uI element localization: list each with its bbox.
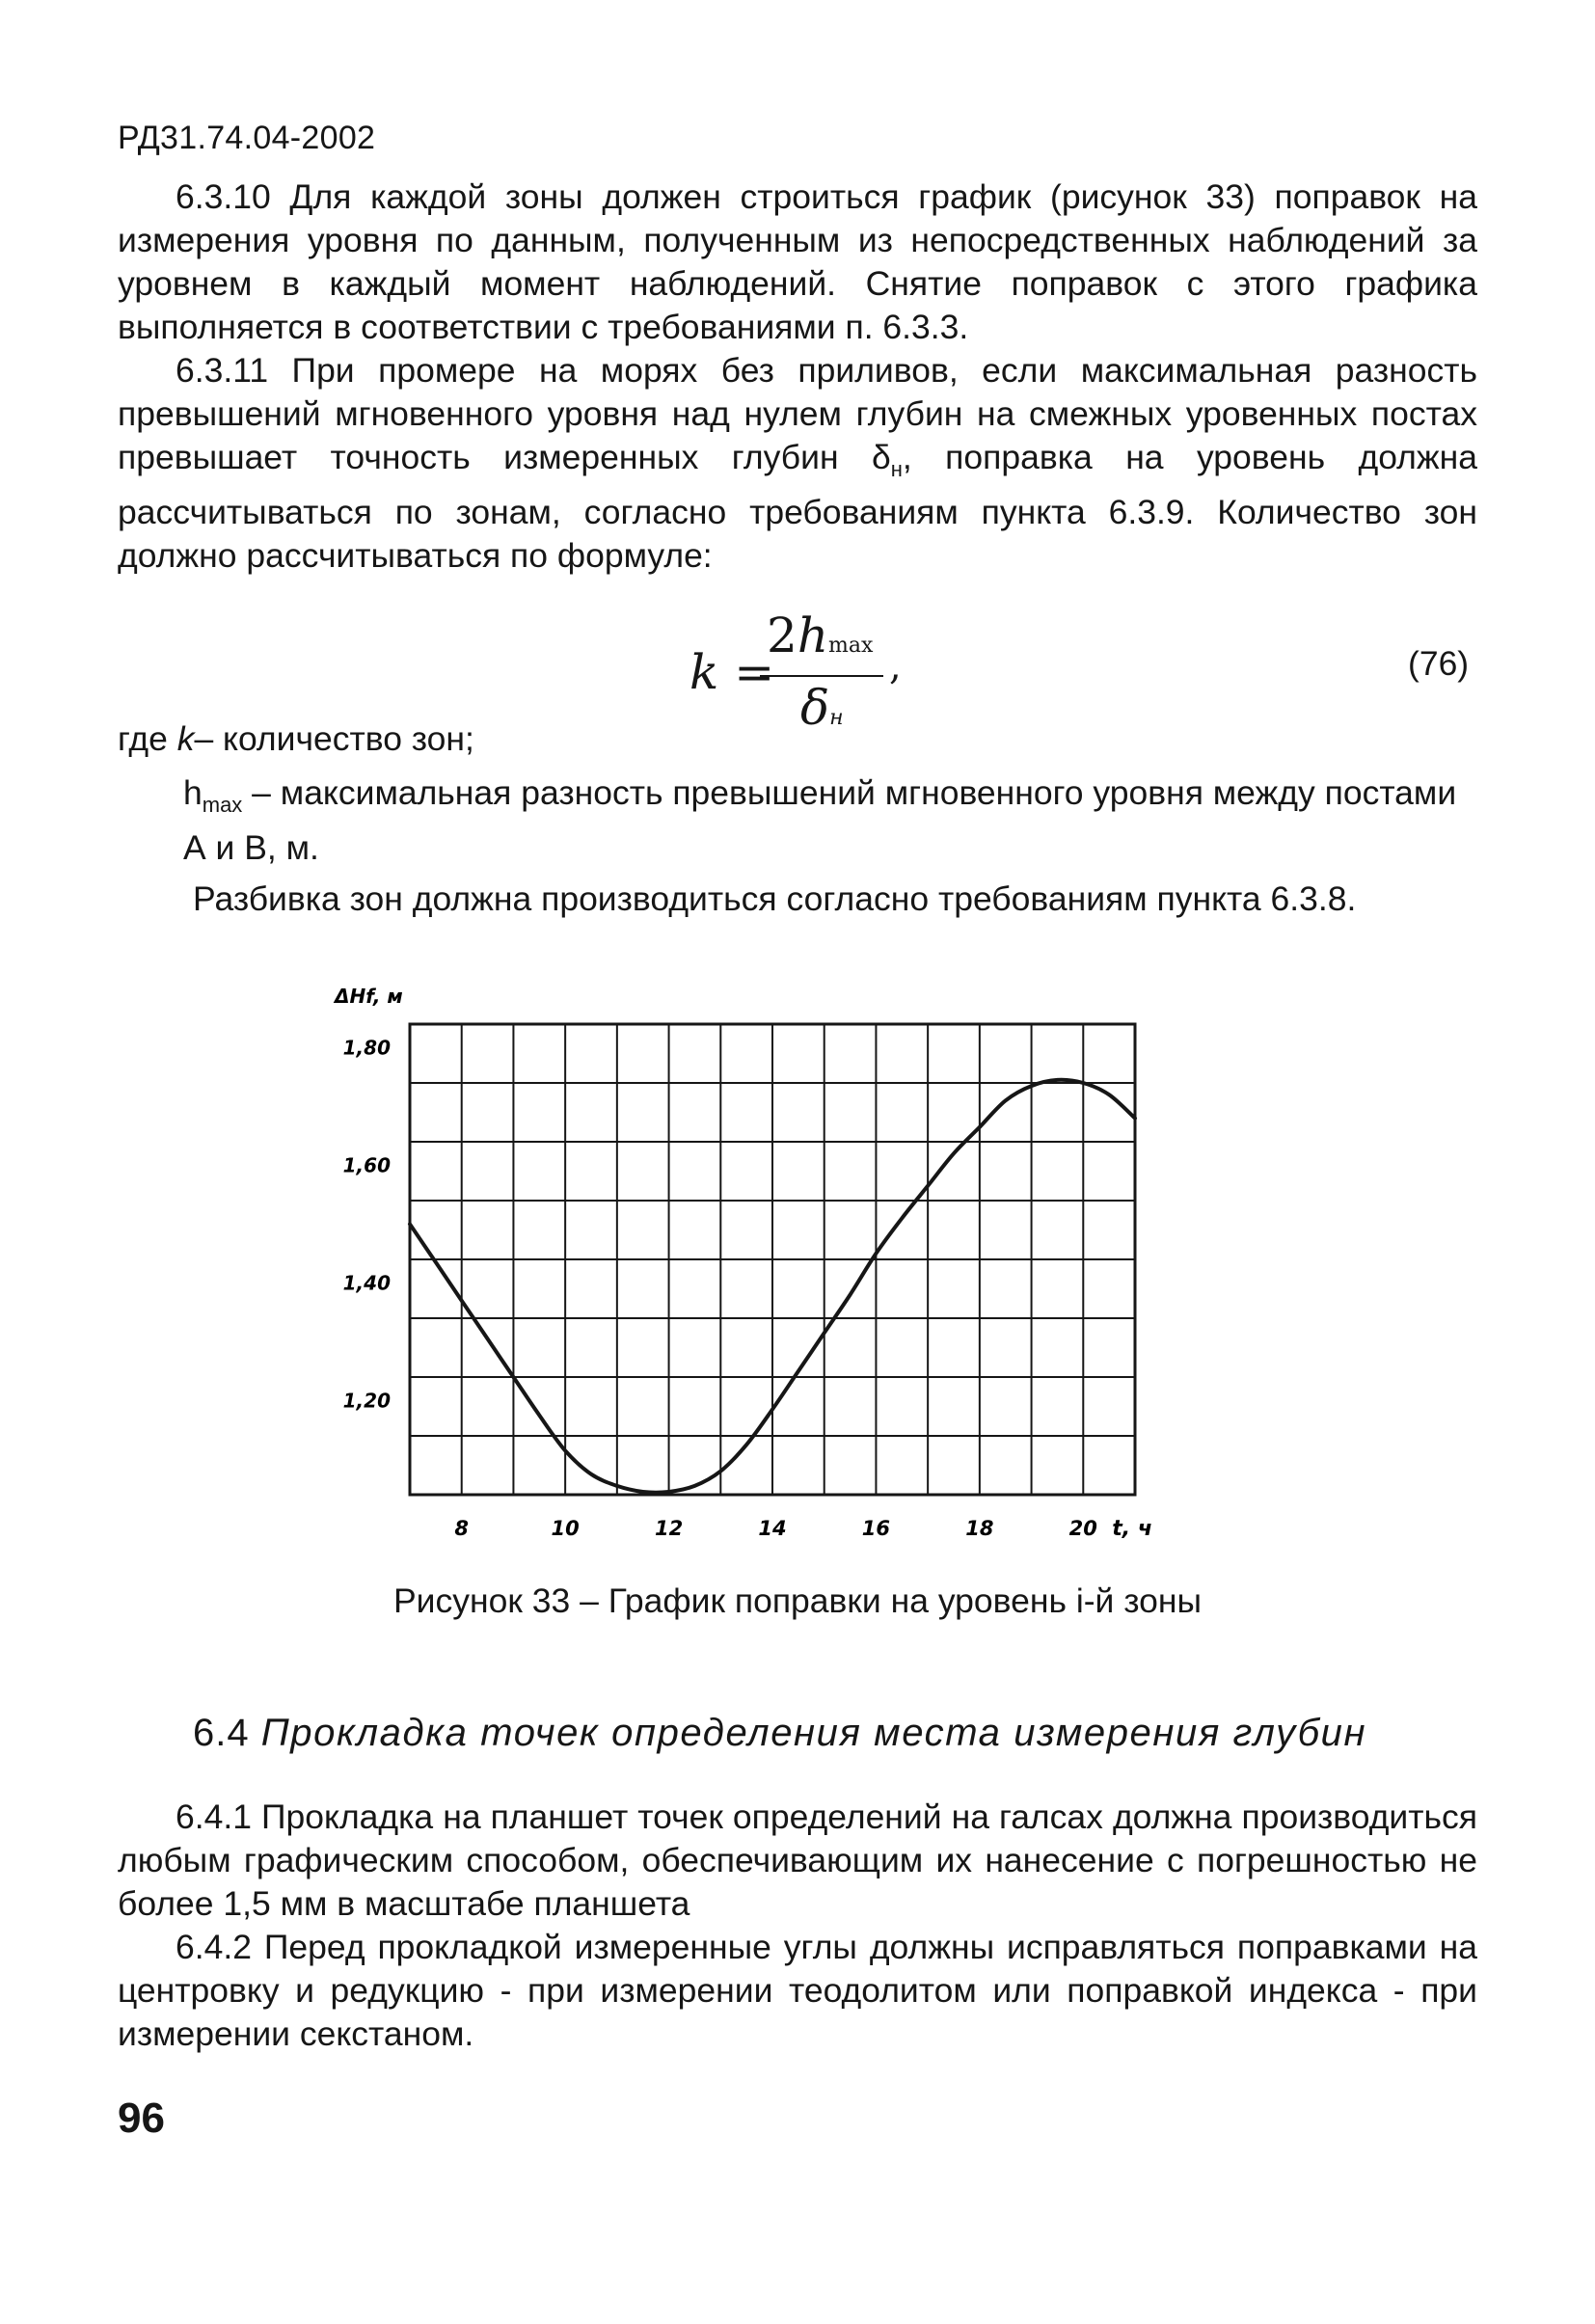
where-line-2-text: – максимальная разность превышений мгновенного уровня между постами А и В, м. [183, 773, 1457, 867]
chart-svg [309, 974, 1176, 1553]
x-tick-label: 16 [861, 1517, 891, 1540]
formula-fraction-bar [760, 675, 883, 677]
paragraph-6-3-10 [118, 176, 1477, 349]
document-code-header: РД31.74.04-2002 [118, 120, 376, 156]
paragraph-6-4-1 [118, 1796, 1477, 1926]
formula-lhs: k = [689, 644, 775, 700]
paragraph-6-4-2-text: 6.4.2 Перед прокладкой измеренные углы должны исправляться поправками на центровку и редукцию - при измерении теодолитом или поправкой индекса - при измерении секстаном. [118, 1928, 1477, 2053]
figure-33-chart [309, 974, 1176, 1557]
chart-x-ticks [454, 1517, 1097, 1540]
where-line-1 [118, 719, 474, 759]
formula-den-var: δ [800, 680, 830, 736]
x-tick-label: 20 [1068, 1517, 1097, 1540]
paragraph-6-3-10-text: 6.3.10 Для каждой зоны должен строиться график (рисунок 33) поправок на измерения уровня по данным, полученным из непосредственных наблюдений за уровнем в каждый момент наблюдений. Снятие поправок с этого графика выполняется в соответствии с требованиями п. 6.3.3. [118, 177, 1477, 346]
formula-76 [675, 608, 926, 752]
equation-number: (76) [1408, 644, 1470, 683]
section-heading-6-4 [193, 1712, 1366, 1755]
formula-num-coef: 2 [767, 608, 798, 663]
section-number: 6.4 [193, 1712, 261, 1754]
y-tick-label: 1,40 [342, 1271, 391, 1295]
where-var-h: h [183, 773, 203, 812]
paragraph-6-3-11-text-b: , поправка на уровень должна рассчитываться по зонам, согласно требованиям пункта 6.3.9. Количество зон должно рассчитываться по формуле: [118, 438, 1477, 575]
x-tick-label: 10 [551, 1517, 580, 1540]
x-tick-label: 18 [965, 1517, 994, 1540]
x-tick-label: 8 [454, 1517, 470, 1540]
formula-num-sub: max [828, 634, 874, 658]
page-number: 96 [118, 2094, 165, 2142]
formula-num-var: h [797, 608, 829, 663]
chart-grid [410, 1024, 1135, 1495]
chart-y-ticks [343, 1036, 391, 1412]
paragraph-6-4-1-text: 6.4.1 Прокладка на планшет точек определений на галсах должна производиться любым графическим способом, обеспечивающим их нанесение с погрешностью не более 1,5 мм в масштабе планшета [118, 1797, 1477, 1923]
paragraph-6-3-11 [118, 349, 1477, 578]
formula-denominator [800, 680, 844, 736]
formula-comma: , [889, 644, 902, 689]
paragraph-6-3-11-subscript: н [890, 457, 903, 481]
x-tick-label: 12 [654, 1517, 684, 1540]
y-tick-label: 1,80 [342, 1036, 391, 1060]
where-var-h-sub: max [202, 793, 243, 817]
zones-paragraph: Разбивка зон должна производиться согласно требованиям пункта 6.3.8. [193, 879, 1357, 918]
where-var-k: k [176, 719, 195, 758]
paragraph-6-3-11-text-a: 6.3.11 При промере на морях без приливов, если максимальная разность превышений мгновенного уровня над нулем глубин на смежных уровенных постах превышает точность измеренных глубин δ [118, 351, 1477, 476]
formula-den-sub: н [829, 706, 844, 730]
y-tick-label: 1,20 [342, 1389, 391, 1413]
where-prefix: где [118, 719, 177, 758]
where-line-1-text: – количество зон; [194, 719, 474, 758]
chart-x-axis-label: t, ч [1112, 1517, 1152, 1541]
section-title: Прокладка точек определения места измерения глубин [260, 1712, 1367, 1754]
paragraph-6-4-2 [118, 1926, 1477, 2056]
y-tick-label: 1,60 [342, 1153, 391, 1177]
x-tick-label: 14 [758, 1517, 787, 1540]
formula-numerator [767, 608, 873, 663]
where-line-2 [183, 771, 1475, 870]
chart-y-axis-label: ΔHf, м [335, 985, 403, 1008]
figure-caption: Рисунок 33 – График поправки на уровень i-й зоны [393, 1581, 1202, 1620]
